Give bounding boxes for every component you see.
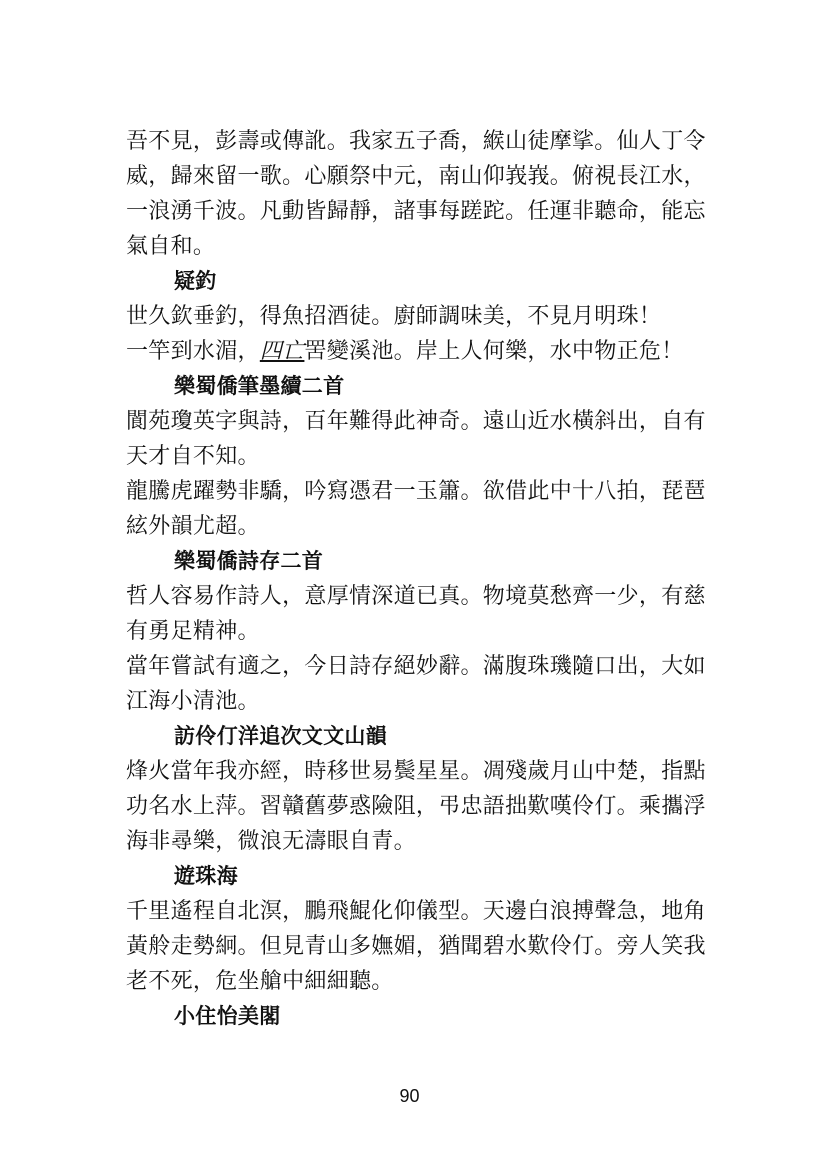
poem-line-rest: 罟變溪池。岸上人何樂，水中物正危！	[304, 339, 684, 364]
poem-line: 海非尋樂，微浪无濤眼自青。	[126, 829, 416, 854]
poem-line: 世久欽垂釣，得魚招酒徒。廚師調味美，不見月明珠！	[126, 304, 662, 329]
poem-line: 龍騰虎躍勢非驕，吟寫憑君一玉簫。欲借此中十八拍，琵琶	[126, 479, 706, 504]
poem-line: 老不死，危坐艙中細細聽。	[126, 969, 394, 994]
poem-line: 絃外韻尤超。	[126, 514, 260, 539]
poem-title: 訪伶仃洋追次文文山韻	[174, 724, 387, 748]
intro-line: 威，歸來留一歌。心願祭中元，南山仰峩峩。俯視長江水，	[126, 164, 706, 189]
poem-line: 黃舲走勢絅。但見青山多嫵媚，猶聞碧水歎伶仃。旁人笑我	[126, 934, 706, 959]
poem-title: 樂蜀僑詩存二首	[174, 549, 324, 573]
poem-line: 哲人容易作詩人，意厚情深道已真。物境莫愁齊一少，有慈	[126, 584, 706, 609]
poem-line: 烽火當年我亦經，時移世易鬓星星。凋殘歲月山中楚，指點	[126, 759, 706, 784]
intro-line: 吾不見，彭壽或傳訛。我家五子喬，緱山徒摩挲。仙人丁令	[126, 129, 706, 154]
poem-line	[126, 334, 726, 369]
poem-title: 疑釣	[174, 269, 217, 293]
poem-title: 遊珠海	[174, 864, 238, 888]
poem-line: 功名水上萍。習贛舊夢惑險阻，弔忠語拙歎嘆伶仃。乘攜浮	[126, 794, 706, 819]
page-number: 90	[399, 1086, 420, 1106]
poem-line-prefix: 一竿到水湄，	[126, 339, 260, 364]
intro-line: 氣自和。	[126, 234, 216, 259]
intro-line: 一浪湧千波。凡動皆歸靜，諸事每蹉跎。任運非聽命，能忘	[126, 199, 706, 224]
poem-title: 樂蜀僑筆墨續二首	[174, 374, 345, 398]
poem-title: 小住怡美閣	[174, 1004, 281, 1028]
poem-line: 千里遙程自北溟，鵬飛鯤化仰儀型。天邊白浪搏聲急，地角	[126, 899, 706, 924]
poem-line: 當年嘗試有適之，今日詩存絕妙辭。滿腹珠璣隨口出，大如	[126, 654, 706, 679]
poem-line: 江海小清池。	[126, 689, 260, 714]
poem-line: 天才自不知。	[126, 444, 260, 469]
poem-line: 閬苑瓊英字與詩，百年難得此神奇。遠山近水橫斜出，自有	[126, 409, 706, 434]
page-body	[126, 124, 726, 1034]
poem-line: 有勇足精神。	[126, 619, 260, 644]
inline-note: 四亡	[259, 339, 305, 364]
